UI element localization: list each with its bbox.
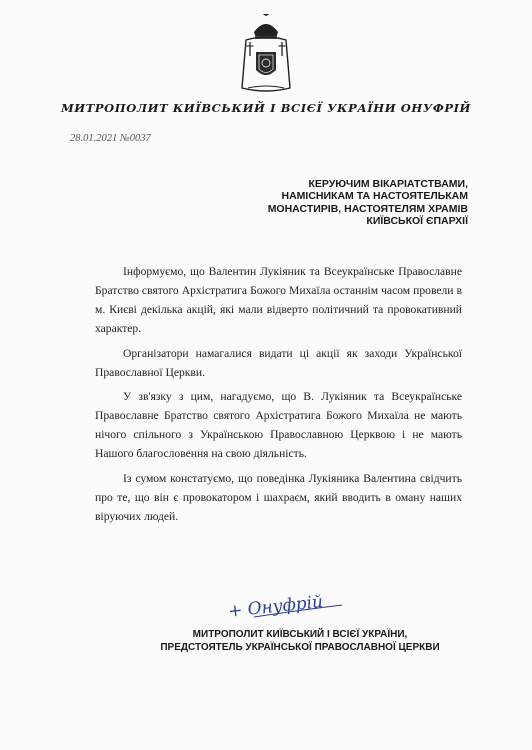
body-paragraph: Організатори намагалися видати ці акції як заходи Української Православної Церкви. [95,346,462,379]
signatory-block [150,628,450,654]
signature-text: + Онуфрій [227,591,324,622]
addressee-line: КИЇВСЬКОЇ ЄПАРХІЇ [366,215,468,228]
body-paragraph: У зв'язку з цим, нагадуємо, що В. Лукіяник та Всеукраїнське Православне Братство святого Архістратига Божого Михаїла не мають нічого спільного з Українською Православною Церквою і не мають Нашого благословення на свою діяльність. [95,390,462,460]
body-paragraph: Інформуємо, що Валентин Лукіяник та Всеукраїнське Православне Братство святого Архістратига Божого Михаїла останнім часом провели в м. Києві декілька акцій, які мали відверто політичний та провокативний характер. [95,265,462,335]
letterhead-title: МИТРОПОЛИТ КИЇВСЬКИЙ І ВСІЄЇ УКРАЇНИ ОНУФРІЙ [60,101,472,115]
addressee-line: МОНАСТИРІВ, НАСТОЯТЕЛЯМ ХРАМІВ [267,202,468,215]
addressee-line: КЕРУЮЧИМ ВІКАРІАТСТВАМИ, [308,178,468,190]
signatory-title: МИТРОПОЛИТ КИЇВСЬКИЙ І ВСІЄЇ УКРАЇНИ, [192,629,408,640]
letter-body [95,262,462,531]
metropolitan-coat-of-arms-icon [236,14,296,94]
body-paragraph: Із сумом констатуємо, що поведінка Лукіяника Валентина свідчить про те, що він є провокатором і шахраєм, який вводить в оману наших віруючих людей. [95,471,462,523]
handwritten-signature [224,587,354,623]
date-and-number: 28.01.2021 №0037 [70,133,151,144]
addressee-line: НАМІСНИКАМ ТА НАСТОЯТЕЛЬКАМ [281,190,468,203]
addressee-block [168,178,468,228]
signatory-title: ПРЕДСТОЯТЕЛЬ УКРАЇНСЬКОЇ ПРАВОСЛАВНОЇ ЦЕРКВИ [160,642,440,653]
